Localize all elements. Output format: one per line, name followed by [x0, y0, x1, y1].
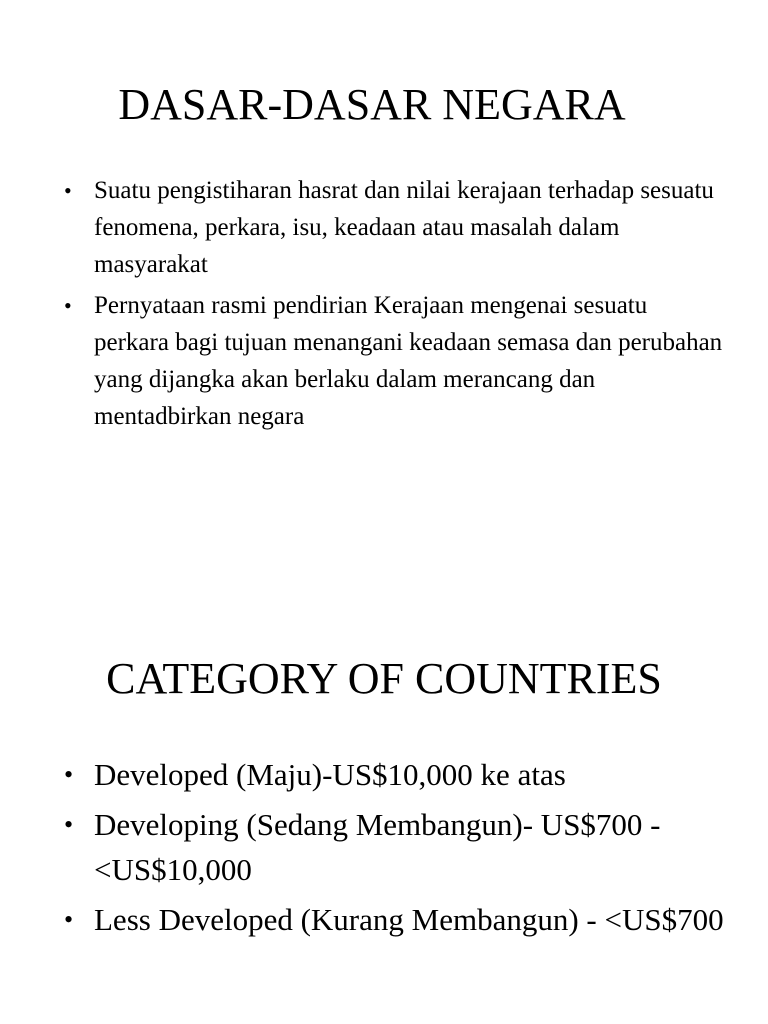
bullet-list: [64, 172, 724, 439]
bullet-item: [64, 897, 724, 942]
bullet-text: Less Developed (Kurang Membangun) - <US$700: [94, 902, 724, 937]
bullet-icon: •: [64, 178, 72, 203]
bullet-list: [64, 752, 724, 947]
bullet-icon: •: [64, 293, 72, 318]
bullet-icon: •: [64, 905, 74, 934]
bullet-item: [64, 802, 724, 892]
slide-title: DASAR-DASAR NEGARA: [118, 80, 626, 129]
bullet-text: Suatu pengistiharan hasrat dan nilai kerajaan terhadap sesuatu fenomena, perkara, isu, keadaan atau masalah dalam masyarakat: [94, 177, 714, 278]
slide-category-of-countries: [0, 512, 768, 1024]
slide-title: CATEGORY OF COUNTRIES: [106, 654, 662, 703]
bullet-icon: •: [64, 760, 74, 789]
bullet-text: Pernyataan rasmi pendirian Kerajaan mengenai sesuatu perkara bagi tujuan menangani keadaan semasa dan perubahan yang dijangka akan berlaku dalam merancang dan mentadbirkan negara: [94, 292, 723, 430]
bullet-text: Developed (Maju)-US$10,000 ke atas: [94, 757, 566, 792]
bullet-icon: •: [64, 810, 74, 839]
bullet-item: [64, 172, 724, 283]
bullet-item: [64, 752, 724, 797]
bullet-text: Developing (Sedang Membangun)- US$700 - <US$10,000: [94, 807, 661, 887]
bullet-item: [64, 287, 724, 435]
